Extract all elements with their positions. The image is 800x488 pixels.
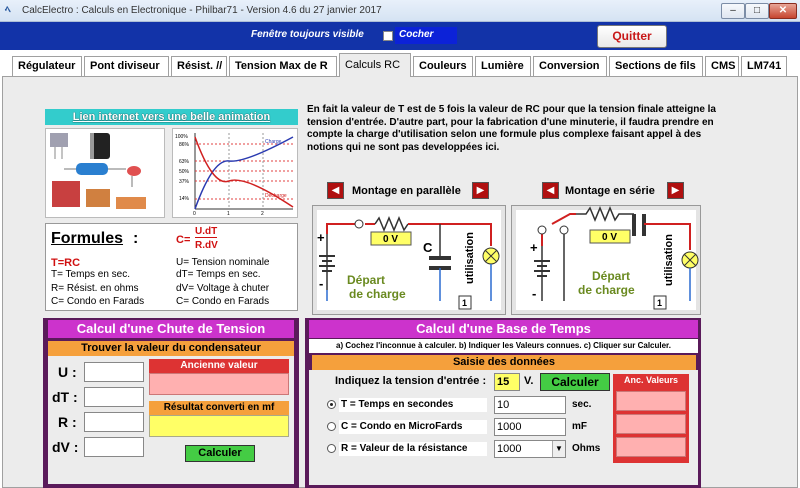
series-circuit [511,205,701,315]
tension-input[interactable]: 15 [494,373,520,391]
parallel-prev-arrow[interactable]: ◀ [327,182,344,199]
series-next-arrow[interactable]: ▶ [667,182,684,199]
row-r-select[interactable]: 1000 [494,440,566,458]
close-button[interactable]: ✕ [769,3,797,19]
radio-c[interactable] [327,422,336,431]
graph-tick-86: 86% [179,142,190,148]
stay-visible-label: Fenêtre toujours visible [251,29,364,40]
voltage-drop-subtitle: Trouver la valeur du condensateur [48,341,294,356]
parallel-num: 1 [462,298,468,308]
label-dv: dV : [52,439,79,455]
row-t-label: T = Temps en secondes [339,398,487,412]
parallel-plus: + [317,230,325,245]
old-value-r [616,437,686,457]
formula-right-2: dT= Temps en sec. [176,269,261,280]
formula-t-eq: T=RC [51,257,81,269]
tension-unit: V. [524,375,534,387]
formula-left-2: R= Résist. en ohms [51,283,139,294]
tab-couleurs[interactable]: Couleurs [413,56,473,76]
graph-x-0: 0 [193,211,196,217]
result-field [149,415,289,437]
quit-button[interactable]: Quitter [597,25,667,48]
tab-conversion[interactable]: Conversion [533,56,607,76]
intro-text: En fait la valeur de T est de 5 fois la valeur de RC pour que la tension finale atteigne la tension d'entrée. D'autre part, pour la fabrication d'une minuterie, il faudra prendre en compte la charge d'utilisation selon une formule plus complexe faisant appel à des notions qui ne sont pas developpées ici. [307,104,716,153]
minimize-button[interactable]: – [721,3,745,19]
graph-tick-100: 100% [175,134,188,140]
series-num: 1 [657,298,663,308]
row-c-unit: mF [572,421,587,432]
parallel-minus: - [319,276,324,291]
series-plus: + [530,240,538,255]
tab-resist[interactable]: Résist. // [171,56,227,76]
dropdown-arrow-icon[interactable]: ▼ [552,441,565,457]
parallel-circuit [312,205,506,315]
formulas-title: Formules [51,230,124,247]
parallel-label: Montage en parallèle [352,185,461,197]
input-u[interactable] [84,362,144,382]
graph-decharge-label: Décharge [265,193,287,199]
row-r-label: R = Valeur de la résistance [339,442,487,456]
row-t-unit: sec. [572,399,592,410]
series-depart: Départ [592,269,631,283]
window-title: CalcElectro : Calculs en Electronique - Philbar71 - Version 4.6 du 27 janvier 2017 [22,5,382,16]
parallel-cap-label: C [423,240,433,255]
data-entry-title: Saisie des données [312,355,696,370]
formula-c-num: U.dT [195,226,218,237]
series-util: utilisation [663,234,675,286]
radio-t[interactable] [327,400,336,409]
formula-c-prefix: C= [176,234,191,246]
voltage-drop-calc-button[interactable]: Calculer [185,445,255,462]
graph-tick-37: 37% [179,179,190,185]
series-de-charge: de charge [578,283,635,297]
old-value-field [149,373,289,395]
label-dt: dT : [52,389,78,405]
tab-regulateur[interactable]: Régulateur [12,56,82,76]
row-r-unit: Ohms [572,443,601,454]
time-base-instructions: a) Cochez l'inconnue à calculer. b) Indiquer les Valeurs connues. c) Cliquer sur Calculer. [309,339,698,353]
formula-right-4: C= Condo en Farads [176,296,270,307]
graph-x-1: 1 [227,211,230,217]
series-prev-arrow[interactable]: ◀ [542,182,559,199]
input-dt[interactable] [84,387,144,407]
formula-right-1: U= Tension nominale [176,257,270,268]
input-dv[interactable] [84,437,144,457]
parallel-depart: Départ [347,273,386,287]
series-minus: - [532,286,537,301]
components-image [45,128,165,218]
radio-r[interactable] [327,444,336,453]
time-base-title: Calcul d'une Base de Temps [309,320,698,338]
parallel-voltage: 0 V [383,234,399,245]
app-icon: ﾍ [5,4,11,16]
series-voltage: 0 V [602,232,618,243]
formula-c-den: R.dV [195,240,218,251]
result-title: Résultat converti en mf [149,401,289,415]
parallel-next-arrow[interactable]: ▶ [472,182,489,199]
formula-left-3: C= Condo en Farads [51,296,145,307]
graph-tick-50: 50% [179,169,190,175]
check-label: Cocher [399,29,434,40]
formulas-colon: : [133,230,139,247]
charge-graph [172,128,298,218]
graph-tick-63: 63% [179,159,190,165]
input-r[interactable] [84,412,144,432]
tab-calculs-rc[interactable]: Calculs RC [339,53,411,77]
time-base-calc-button[interactable]: Calculer [540,373,610,391]
tab-sections-fils[interactable]: Sections de fils [609,56,703,76]
tension-label: Indiquez la tension d'entrée : [335,375,487,387]
series-label: Montage en série [565,185,655,197]
tab-lm741[interactable]: LM741 [741,56,787,76]
stay-visible-checkbox[interactable] [383,31,393,41]
tab-pont-diviseur[interactable]: Pont diviseur [84,56,169,76]
old-value-t [616,391,686,411]
voltage-drop-title: Calcul d'une Chute de Tension [48,320,294,338]
tab-lumiere[interactable]: Lumière [475,56,531,76]
row-c-label: C = Condo en MicroFards [339,420,487,434]
animation-link[interactable]: Lien internet vers une belle animation [45,109,298,125]
row-t-input[interactable]: 10 [494,396,566,414]
label-u: U : [58,364,77,380]
row-c-input[interactable]: 1000 [494,418,566,436]
old-value-c [616,414,686,434]
restore-button[interactable]: □ [745,3,769,19]
label-r: R : [58,414,77,430]
tab-tension-max[interactable]: Tension Max de R [229,56,337,76]
parallel-util: utilisation [464,232,476,284]
graph-x-2: 2 [261,211,264,217]
graph-charge-label: Charge [265,139,282,145]
tab-cms[interactable]: CMS [705,56,739,76]
parallel-de-charge: de charge [349,287,406,301]
old-value-title: Ancienne valeur [149,359,289,373]
formula-right-3: dV= Voltage à chuter [176,283,270,294]
old-values-title: Anc. Valeurs [613,374,689,387]
graph-tick-14: 14% [179,196,190,202]
formula-left-1: T= Temps en sec. [51,269,131,280]
